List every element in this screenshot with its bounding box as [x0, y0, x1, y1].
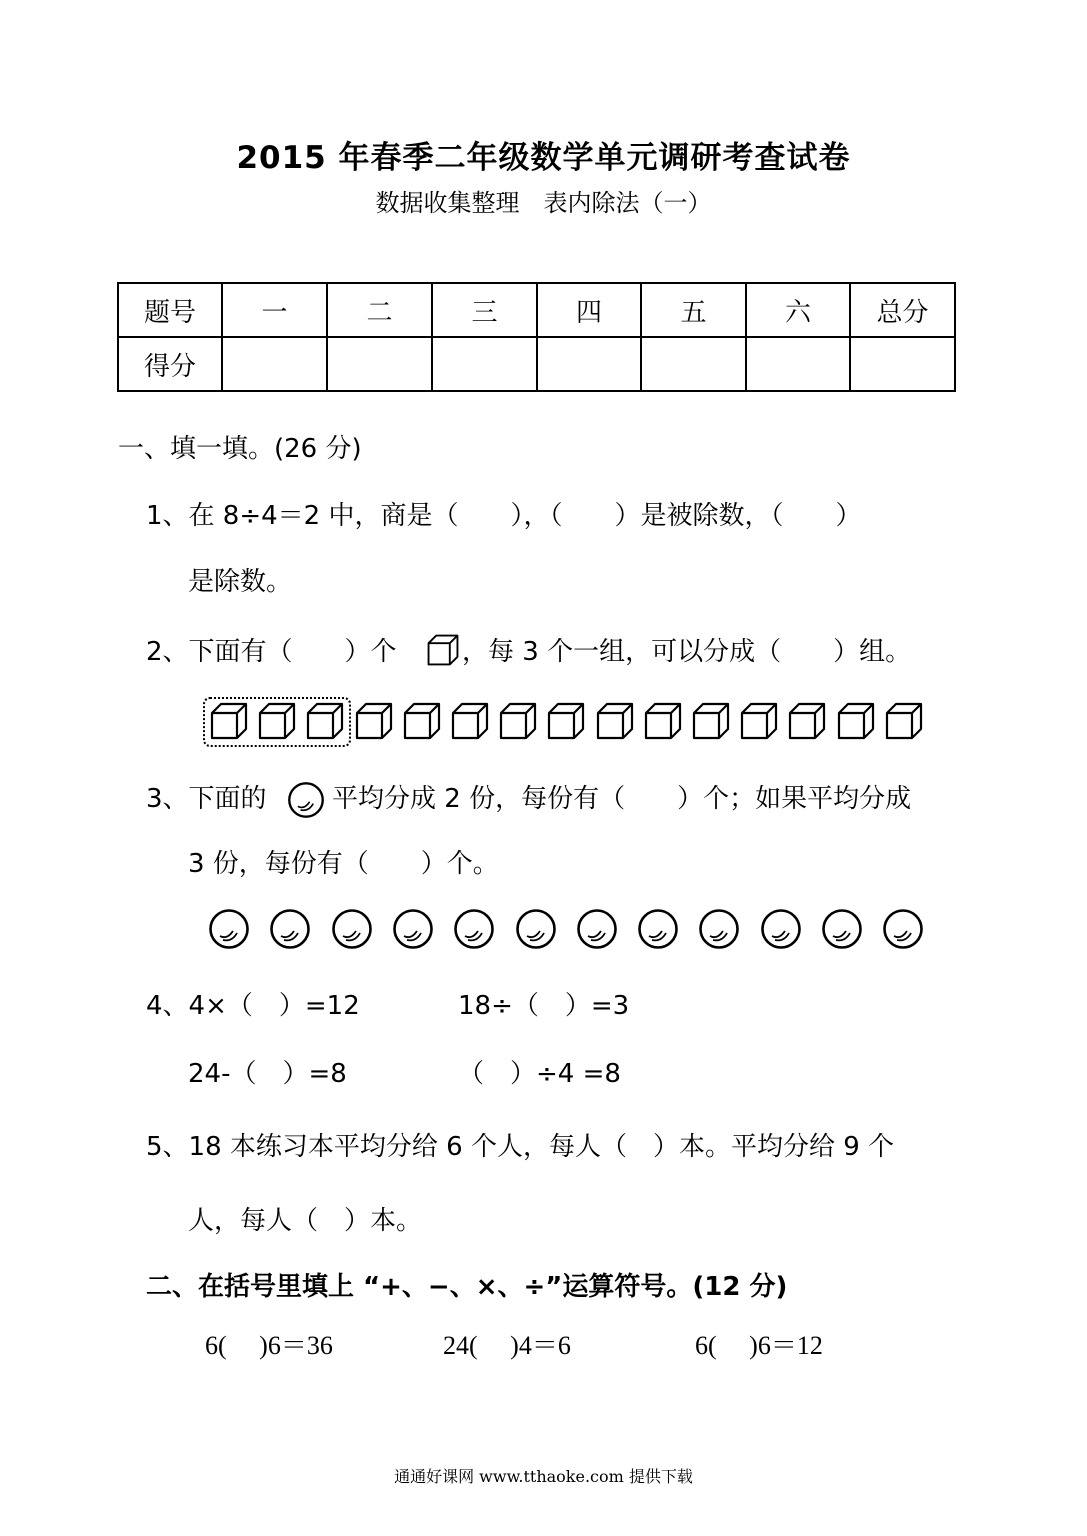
question-2-text-a: 2、下面有（ ）个 — [146, 637, 397, 667]
cube-icon — [836, 701, 876, 741]
cube-icon — [884, 701, 924, 741]
question-4-eq-b: 18÷（ ）=3 — [458, 991, 630, 1021]
ball-icon — [392, 908, 434, 950]
question-5-line1: 5、18 本练习本平均分给 6 个人，每人（ ）本。平均分给 9 个 — [146, 1132, 895, 1162]
cube-icon — [209, 701, 249, 741]
ball-icon — [287, 781, 325, 819]
score-cell-q4: 四 — [537, 283, 641, 337]
footer-credit: 通通好课网 www.tthaoke.com 提供下载 — [394, 1467, 693, 1486]
cube-icon — [691, 701, 731, 741]
cube-icon — [402, 701, 442, 741]
section2-eq-1: 6( )6＝36 — [205, 1331, 333, 1360]
cube-icon — [595, 701, 635, 741]
question-3-line2: 3 份，每份有（ ）个。 — [188, 849, 499, 879]
question-2-text-b: ，每 3 个一组，可以分成（ ）组。 — [462, 637, 912, 667]
cube-icon — [257, 701, 297, 741]
section2-eq-3: 6( )6＝12 — [695, 1331, 823, 1360]
ball-icon — [269, 908, 311, 950]
ball-icon — [515, 908, 557, 950]
score-cell-q5: 五 — [641, 283, 746, 337]
section2-eq-2: 24( )4＝6 — [443, 1331, 571, 1360]
section1-heading: 一、填一填。(26 分) — [118, 434, 362, 464]
section2-heading: 二、在括号里填上 “+、−、×、÷”运算符号。(12 分) — [146, 1272, 788, 1302]
score-cell-label: 题号 — [118, 283, 222, 337]
score-row-label: 得分 — [118, 337, 222, 391]
score-cell-q6: 六 — [746, 283, 850, 337]
ball-icon — [821, 908, 863, 950]
ball-icon — [760, 908, 802, 950]
cube-icon — [787, 701, 827, 741]
ball-icon — [882, 908, 924, 950]
score-input-cell[interactable] — [432, 337, 537, 391]
question-4-eq-c: 24-（ ）=8 — [188, 1059, 347, 1089]
score-input-cell[interactable] — [746, 337, 850, 391]
score-cell-q3: 三 — [432, 283, 537, 337]
cube-icon — [354, 701, 394, 741]
ball-icon — [331, 908, 373, 950]
ball-icon — [698, 908, 740, 950]
score-cell-q2: 二 — [327, 283, 432, 337]
ball-icon — [453, 908, 495, 950]
score-input-cell[interactable] — [222, 337, 327, 391]
question-3-text-b: 平均分成 2 份，每份有（ ）个；如果平均分成 — [332, 784, 912, 814]
cube-icon — [305, 701, 345, 741]
score-cell-total: 总分 — [850, 283, 955, 337]
cube-icon — [739, 701, 779, 741]
score-table-score-row — [118, 337, 955, 391]
cube-row — [203, 697, 943, 745]
cube-icon — [450, 701, 490, 741]
score-input-cell[interactable] — [850, 337, 955, 391]
ball-icon — [208, 908, 250, 950]
ball-icon — [637, 908, 679, 950]
cube-icon — [643, 701, 683, 741]
ball-icon — [576, 908, 618, 950]
cube-icon — [426, 633, 460, 667]
score-cell-q1: 一 — [222, 283, 327, 337]
question-5-line2: 人，每人（ ）本。 — [188, 1206, 423, 1236]
question-4-eq-d: （ ）÷4 =8 — [458, 1059, 621, 1089]
question-4-eq-a: 4、4×（ ）=12 — [146, 991, 360, 1021]
exam-title: 2015 年春季二年级数学单元调研考查试卷 — [236, 140, 851, 176]
cube-icon — [498, 701, 538, 741]
score-input-cell[interactable] — [641, 337, 746, 391]
score-input-cell[interactable] — [537, 337, 641, 391]
exam-subtitle: 数据收集整理 表内除法（一） — [375, 189, 712, 217]
question-1-line2: 是除数。 — [188, 567, 293, 597]
question-3-text-a: 3、下面的 — [146, 784, 267, 814]
score-table-header-row — [118, 283, 955, 337]
score-table — [117, 282, 956, 392]
cube-icon — [546, 701, 586, 741]
score-input-cell[interactable] — [327, 337, 432, 391]
question-1-line1: 1、在 8÷4＝2 中，商是（ ），（ ）是被除数，（ ） — [146, 501, 862, 531]
ball-row — [208, 908, 938, 952]
